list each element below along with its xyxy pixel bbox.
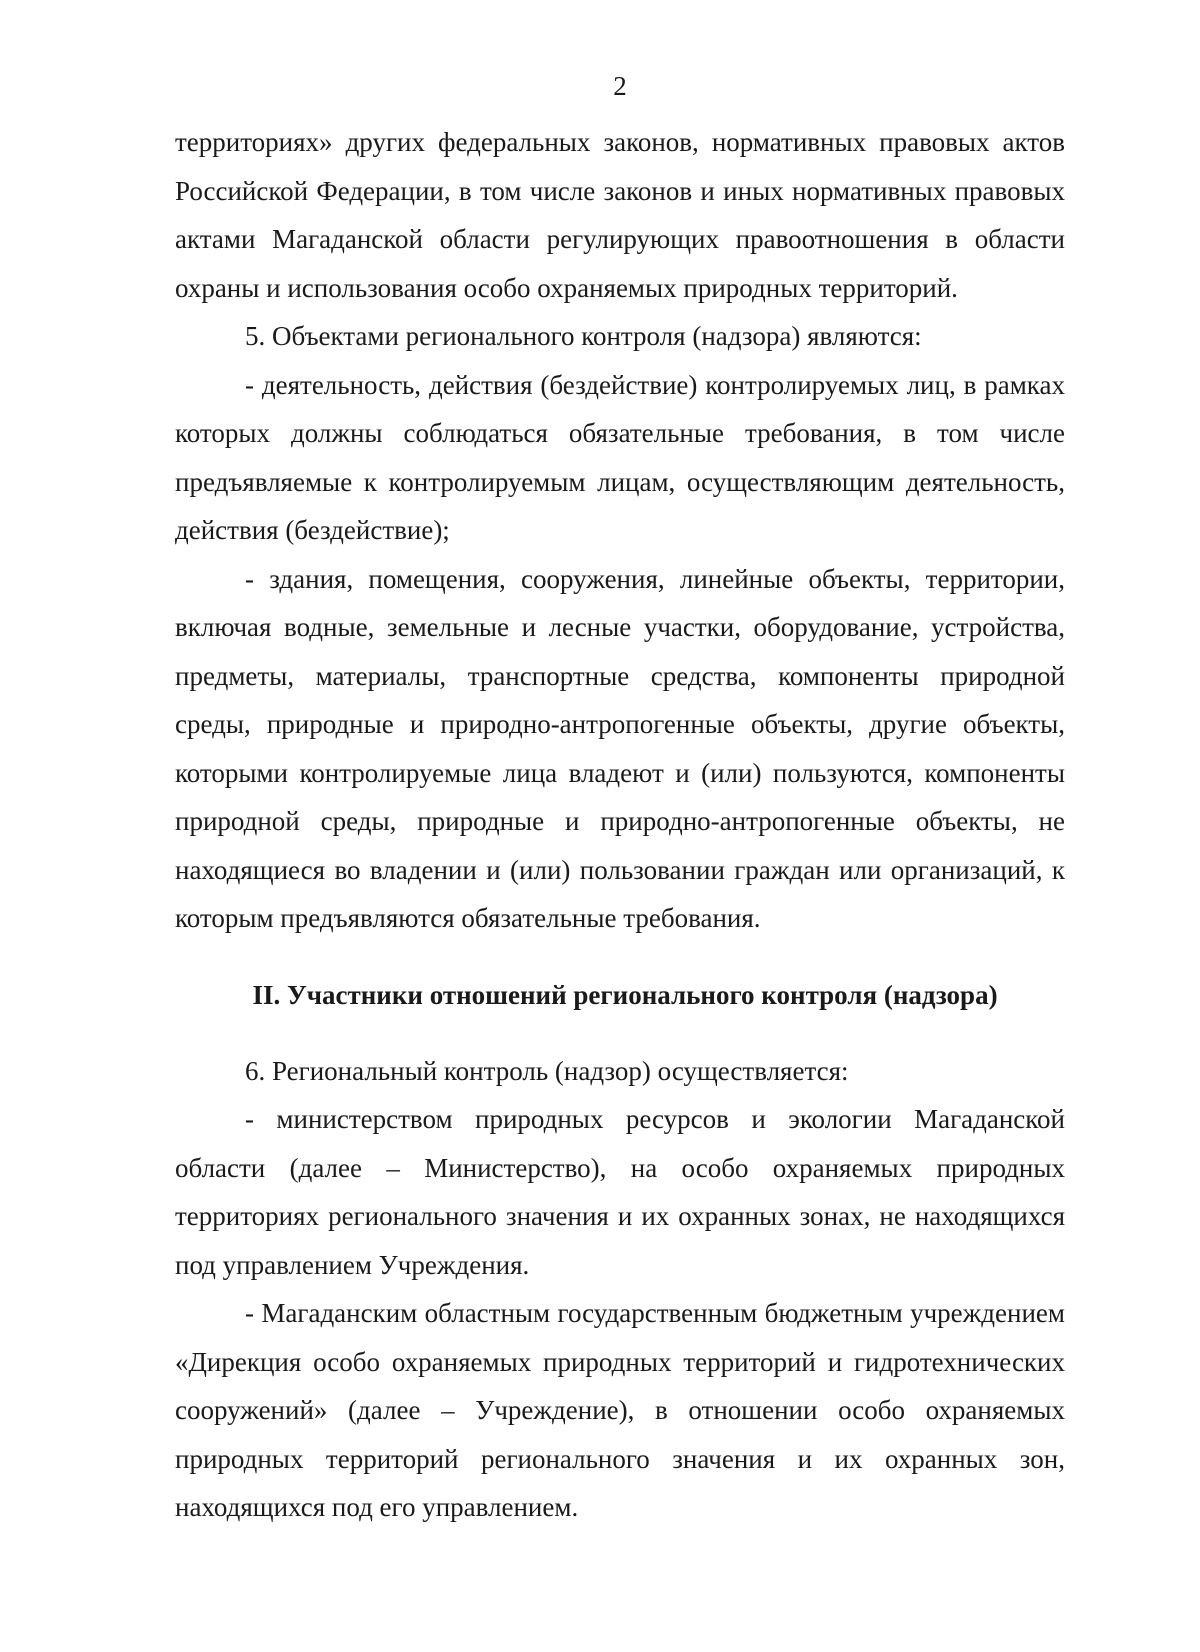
paragraph-list-item: - Магаданским областным государственным бюджетным учреждением «Дирекция особо охраняемых природных территорий и гидротехнических сооружений» (далее – Учреждение), в отношении особо охраняемых природных территорий регионального значения и их охранных зон, находящихся под его управлением. [175,1298,1065,1522]
paragraph-item-6: 6. Региональный контроль (надзор) осуществляется: [245,1055,849,1086]
paragraph-continuation: территориях» других федеральных законов, нормативных правовых актов Российской Федерации, в том числе законов и иных нормативных правовых актами Магаданской области регулирующих правоотношения в области охраны и использования особо охраняемых природных территорий. [175,127,1065,303]
paragraph-list-item: - министерством природных ресурсов и экологии Магаданской области (далее – Министерство), на особо охраняемых природных территориях регионального значения и их охранных зонах, не находящихся под управлением Учреждения. [175,1104,1065,1280]
section-heading: II. Участники отношений регионального контроля (надзора) [252,979,998,1010]
paragraph-list-item: - деятельность, действия (бездействие) контролируемых лиц, в рамках которых должны соблюдаться обязательные требования, в том числе предъявляемые к контролируемым лицам, осуществляющим деятельность, действия (бездействие); [175,369,1065,545]
page-number: 2 [613,71,627,101]
document-body [175,118,1065,1532]
paragraph-item-5: 5. Объектами регионального контроля (надзора) являются: [245,321,922,351]
paragraph-list-item: - здания, помещения, сооружения, линейные объекты, территории, включая водные, земельные и лесные участки, оборудование, устройства, предметы, материалы, транспортные средства, компоненты природной среды, природные и природно-антропогенные объекты, другие объекты, которыми контролируемые лица владеют и (или) пользуются, компоненты природной среды, природные и природно-антропогенные объекты, не находящиеся во владении и (или) пользовании граждан или организаций, к которым предъявляются обязательные требования. [175,563,1065,933]
